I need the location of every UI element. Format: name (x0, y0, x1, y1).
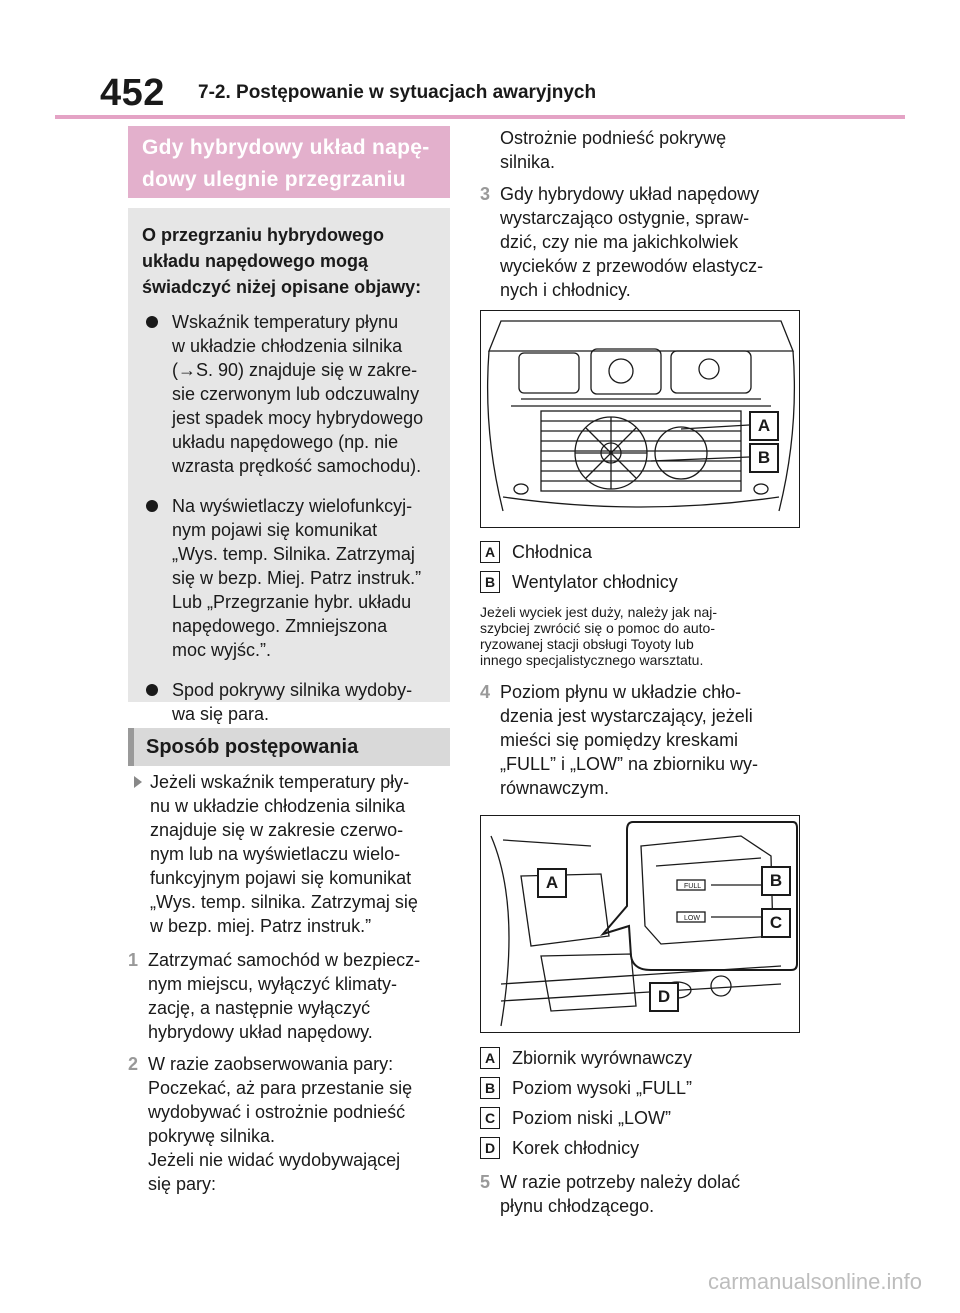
text-line: silnika. (500, 152, 556, 172)
text-line: wystarczająco ostygnie, spraw- (500, 208, 750, 228)
text-line: nych i chłodnicy. (500, 280, 631, 300)
text-line: mieści się pomiędzy kreskami (500, 730, 739, 750)
reservoir-legend (480, 1044, 810, 1226)
text-line: Jeżeli wyciek jest duży, należy jak naj- (480, 604, 718, 620)
radiator-illustration (480, 310, 800, 528)
legend-text: Poziom wysoki „FULL” (512, 1078, 693, 1098)
text-line: wzrasta prędkość samochodu). (172, 456, 422, 476)
symptom-item (142, 494, 436, 662)
text-line: „Wys. temp. silnika. Zatrzymaj się (150, 892, 418, 912)
symptoms-title-line: układu napędowego mogą (142, 251, 369, 271)
step-2 (128, 1052, 458, 1196)
text-line: wydobywać i ostrożnie podnieść (148, 1102, 406, 1122)
watermark: carmanualsonline.info (707, 1269, 922, 1294)
symptoms-box (128, 208, 450, 724)
text-line: nym pojawi się komunikat (172, 520, 378, 540)
heading-line: dowy ulegnie przegrzaniu (142, 168, 406, 191)
text-line: Lub „Przegrzanie hybr. układu (172, 592, 412, 612)
radiator-legend (480, 538, 810, 808)
triangle-arrow-icon (134, 776, 142, 788)
text-line: innego specjalistycznego warsztatu. (480, 652, 704, 668)
legend-item-low (480, 1104, 810, 1134)
text-line: zację, a następnie wyłączyć (148, 998, 371, 1018)
label-a: A (749, 411, 779, 441)
text-line: nym lub na wyświetlaczu wielo- (150, 844, 401, 864)
text-line: Gdy hybrydowy układ napędowy (500, 184, 760, 204)
text-line: układu napędowego (np. nie (172, 432, 399, 452)
leak-note (480, 604, 810, 668)
text-line: równawczym. (500, 778, 610, 798)
legend-text: Zbiornik wyrównawczy (512, 1048, 693, 1068)
label-a: A (537, 868, 567, 898)
text-line: w bezp. miej. Patrz instruk.” (150, 916, 372, 936)
legend-item-cap (480, 1134, 810, 1164)
text-line: wycieków z przewodów elastycz- (500, 256, 764, 276)
label-d: D (649, 982, 679, 1012)
legend-item-radiator (480, 538, 810, 568)
text-line: Poczekać, aż para przestanie się (148, 1078, 413, 1098)
text-line: Zatrzymać samochód w bezpiecz- (148, 950, 421, 970)
section-heading-overheating (128, 126, 450, 198)
text-line: Na wyświetlaczy wielofunkcyj- (172, 496, 413, 516)
legend-item-fan (480, 568, 810, 598)
text-line: moc wyjśc.”. (172, 640, 271, 660)
legend-text: Chłodnica (512, 542, 593, 562)
text-line: w układzie chłodzenia silnika (172, 336, 403, 356)
step-number: 4 (480, 682, 491, 702)
text-line: Jeżeli wskaźnik temperatury pły- (150, 772, 410, 792)
heading-line: Gdy hybrydowy układ napę- (142, 136, 430, 159)
bullet-icon (146, 500, 158, 512)
text-line: „FULL” i „LOW” na zbiorniku wy- (500, 754, 759, 774)
legend-item-reservoir (480, 1044, 810, 1074)
text-line: Wskaźnik temperatury płynu (172, 312, 399, 332)
text-line: się pary: (148, 1174, 217, 1194)
step-5 (480, 1170, 810, 1218)
text-line: jest spadek mocy hybrydowego (172, 408, 424, 428)
text-line: szybciej zwrócić się o pomoc do auto- (480, 620, 715, 636)
reservoir-illustration (480, 815, 800, 1033)
text-line: znajduje się w zakresie czerwo- (150, 820, 404, 840)
legend-key: A (480, 541, 500, 563)
step-4 (480, 680, 810, 800)
symptoms-title-line: świadczyć niżej opisane objawy: (142, 277, 422, 297)
condition-item (128, 770, 458, 938)
legend-key: D (480, 1137, 500, 1159)
legend-key: A (480, 1047, 500, 1069)
legend-text: Poziom niski „LOW” (512, 1108, 672, 1128)
legend-text: Wentylator chłodnicy (512, 572, 678, 592)
symptom-item (142, 678, 436, 726)
text-line: (→S. 90) znajduje się w zakre- (172, 360, 418, 380)
step-2-continuation (480, 126, 810, 310)
label-b: B (749, 443, 779, 473)
text-line: W razie potrzeby należy dolać (500, 1172, 741, 1192)
label-c: C (761, 908, 791, 938)
step-number: 3 (480, 184, 491, 204)
step-3 (480, 182, 810, 302)
symptom-item (142, 310, 436, 478)
text-line: pokrywę silnika. (148, 1126, 276, 1146)
procedure-text (128, 770, 458, 1204)
text-line: Spod pokrywy silnika wydoby- (172, 680, 413, 700)
text-line: Poziom płynu w układzie chło- (500, 682, 742, 702)
text-line: wa się para. (172, 704, 270, 724)
text-line: hybrydowy układ napędowy. (148, 1022, 373, 1042)
text-line: dzić, czy nie ma jakichkolwiek (500, 232, 739, 252)
label-b: B (761, 866, 791, 896)
text-line: Jeżeli nie widać wydobywającej (148, 1150, 401, 1170)
text-line: napędowego. Zmniejszona (172, 616, 388, 636)
text-line: się w bezp. Miej. Patrz instruk.” (172, 568, 422, 588)
text-line: funkcyjnym pojawi się komunikat (150, 868, 412, 888)
coolant-reservoir-drawing (481, 816, 800, 1033)
low-mark: LOW (684, 915, 700, 922)
symptoms-title-line: O przegrzaniu hybrydowego (142, 225, 385, 245)
bullet-icon (146, 684, 158, 696)
step-1 (128, 948, 458, 1044)
text-line: Ostrożnie podnieść pokrywę (500, 128, 727, 148)
step-number: 1 (128, 950, 139, 970)
step-number: 2 (128, 1054, 139, 1074)
legend-item-full (480, 1074, 810, 1104)
legend-key: B (480, 1077, 500, 1099)
section-heading-procedure: Sposób postępowania (128, 728, 450, 766)
text-line: dzenia jest wystarczający, jeżeli (500, 706, 753, 726)
text-line: W razie zaobserwowania pary: (148, 1054, 394, 1074)
page-number: 452 (100, 72, 165, 114)
full-mark: FULL (684, 883, 702, 890)
text-line: nym miejscu, wyłączyć klimaty- (148, 974, 398, 994)
legend-text: Korek chłodnicy (512, 1138, 640, 1158)
step-number: 5 (480, 1172, 491, 1192)
symptoms-title (142, 222, 436, 300)
text-line: ryzowanej stacji obsługi Toyoty lub (480, 636, 694, 652)
legend-key: C (480, 1107, 500, 1129)
text-line: nu w układzie chłodzenia silnika (150, 796, 406, 816)
text-line: „Wys. temp. Silnika. Zatrzymaj (172, 544, 415, 564)
legend-key: B (480, 571, 500, 593)
header-rule (55, 115, 905, 119)
text-line: płynu chłodzącego. (500, 1196, 655, 1216)
text-line: sie czerwonym lub odczuwalny (172, 384, 420, 404)
bullet-icon (146, 316, 158, 328)
running-title: 7-2. Postępowanie w sytuacjach awaryjnych (198, 82, 597, 103)
